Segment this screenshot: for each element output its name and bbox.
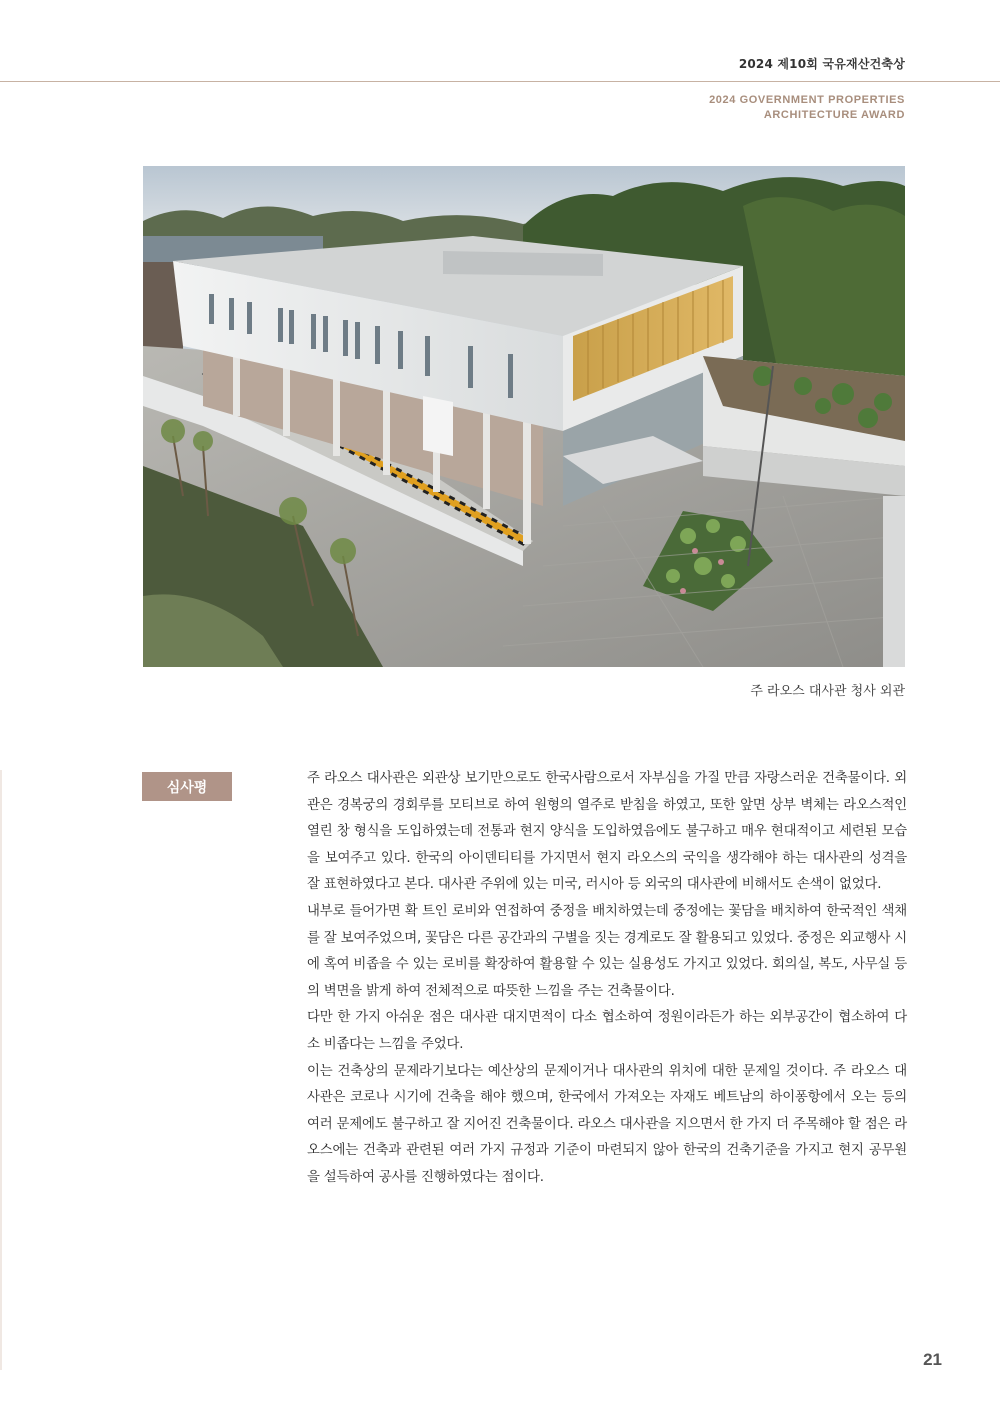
page-number: 21 (923, 1350, 942, 1369)
review-paragraph-4: 이는 건축상의 문제라기보다는 예산상의 문제이거나 대사관의 위치에 대한 문제일 것이다. 주 라오스 대사관은 코로나 시기에 건축을 해야 했으며, 한국에서 가져오는 자재도 베트남의 하이퐁항에서 오는 등의 여러 문제에도 불구하고 잘 지어진 건축물이다. 라오스 대사관을 지으면서 한 가지 더 주목해야 할 점은 라오스에는 건축과 관련된 여러 가지 규정과 기준이 마련되지 않아 한국의 건축기준을 가지고 현지 공무원을 설득하여 공사를 진행하였다는 점이다. (307, 1063, 907, 1185)
header-rule (0, 81, 1000, 82)
header-english-line-2: ARCHITECTURE AWARD (763, 109, 905, 121)
embassy-exterior-photo (143, 166, 905, 667)
header-title: 2024 제10회 국유재산건축상 (738, 57, 905, 71)
review-paragraph-2: 내부로 들어가면 확 트인 로비와 연접하여 중정을 배치하였는데 중정에는 꽃담을 배치하여 한국적인 색채를 잘 보여주었으며, 꽃담은 다른 공간과의 구별을 짓는 경계로도 잘 활용되고 있었다. 중정은 외교행사 시에 혹여 비좁을 수 있는 로비를 확장하여 활용할 수 있는 실용성도 가지고 있었다. 회의실, 복도, 사무실 등의 벽면을 밝게 하여 전체적으로 따뜻한 느낌을 주는 건축물이다. (307, 903, 907, 999)
review-paragraph-1: 주 라오스 대사관은 외관상 보기만으로도 한국사람으로서 자부심을 가질 만큼 자랑스러운 건축물이다. 외관은 경복궁의 경회루를 모티브로 하여 원형의 열주로 받침을 하였고, 또한 앞면 상부 벽체는 라오스적인 열린 창 형식을 도입하였는데 전통과 현지 양식을 도입하였음에도 불구하고 매우 현대적이고 세련된 모습을 보여주고 있다. 한국의 아이덴티티를 가지면서 현지 라오스의 국익을 생각해야 하는 대사관의 성격을 잘 표현하였다고 본다. 대사관 주위에 있는 미국, 러시아 등 외국의 대사관에 비해서도 손색이 없었다. (307, 771, 907, 893)
photo-caption: 주 라오스 대사관 청사 외관 (750, 684, 905, 699)
review-paragraph-3: 다만 한 가지 아쉬운 점은 대사관 대지면적이 다소 협소하여 정원이라든가 하는 외부공간이 협소하여 다소 비좁다는 느낌을 주었다. (307, 1010, 907, 1052)
header-english-title (709, 93, 905, 123)
header-english-line-1: 2024 GOVERNMENT PROPERTIES (709, 94, 905, 106)
page-edge-strip (0, 770, 2, 1370)
review-badge: 심사평 (142, 772, 232, 801)
review-text (307, 766, 907, 1192)
